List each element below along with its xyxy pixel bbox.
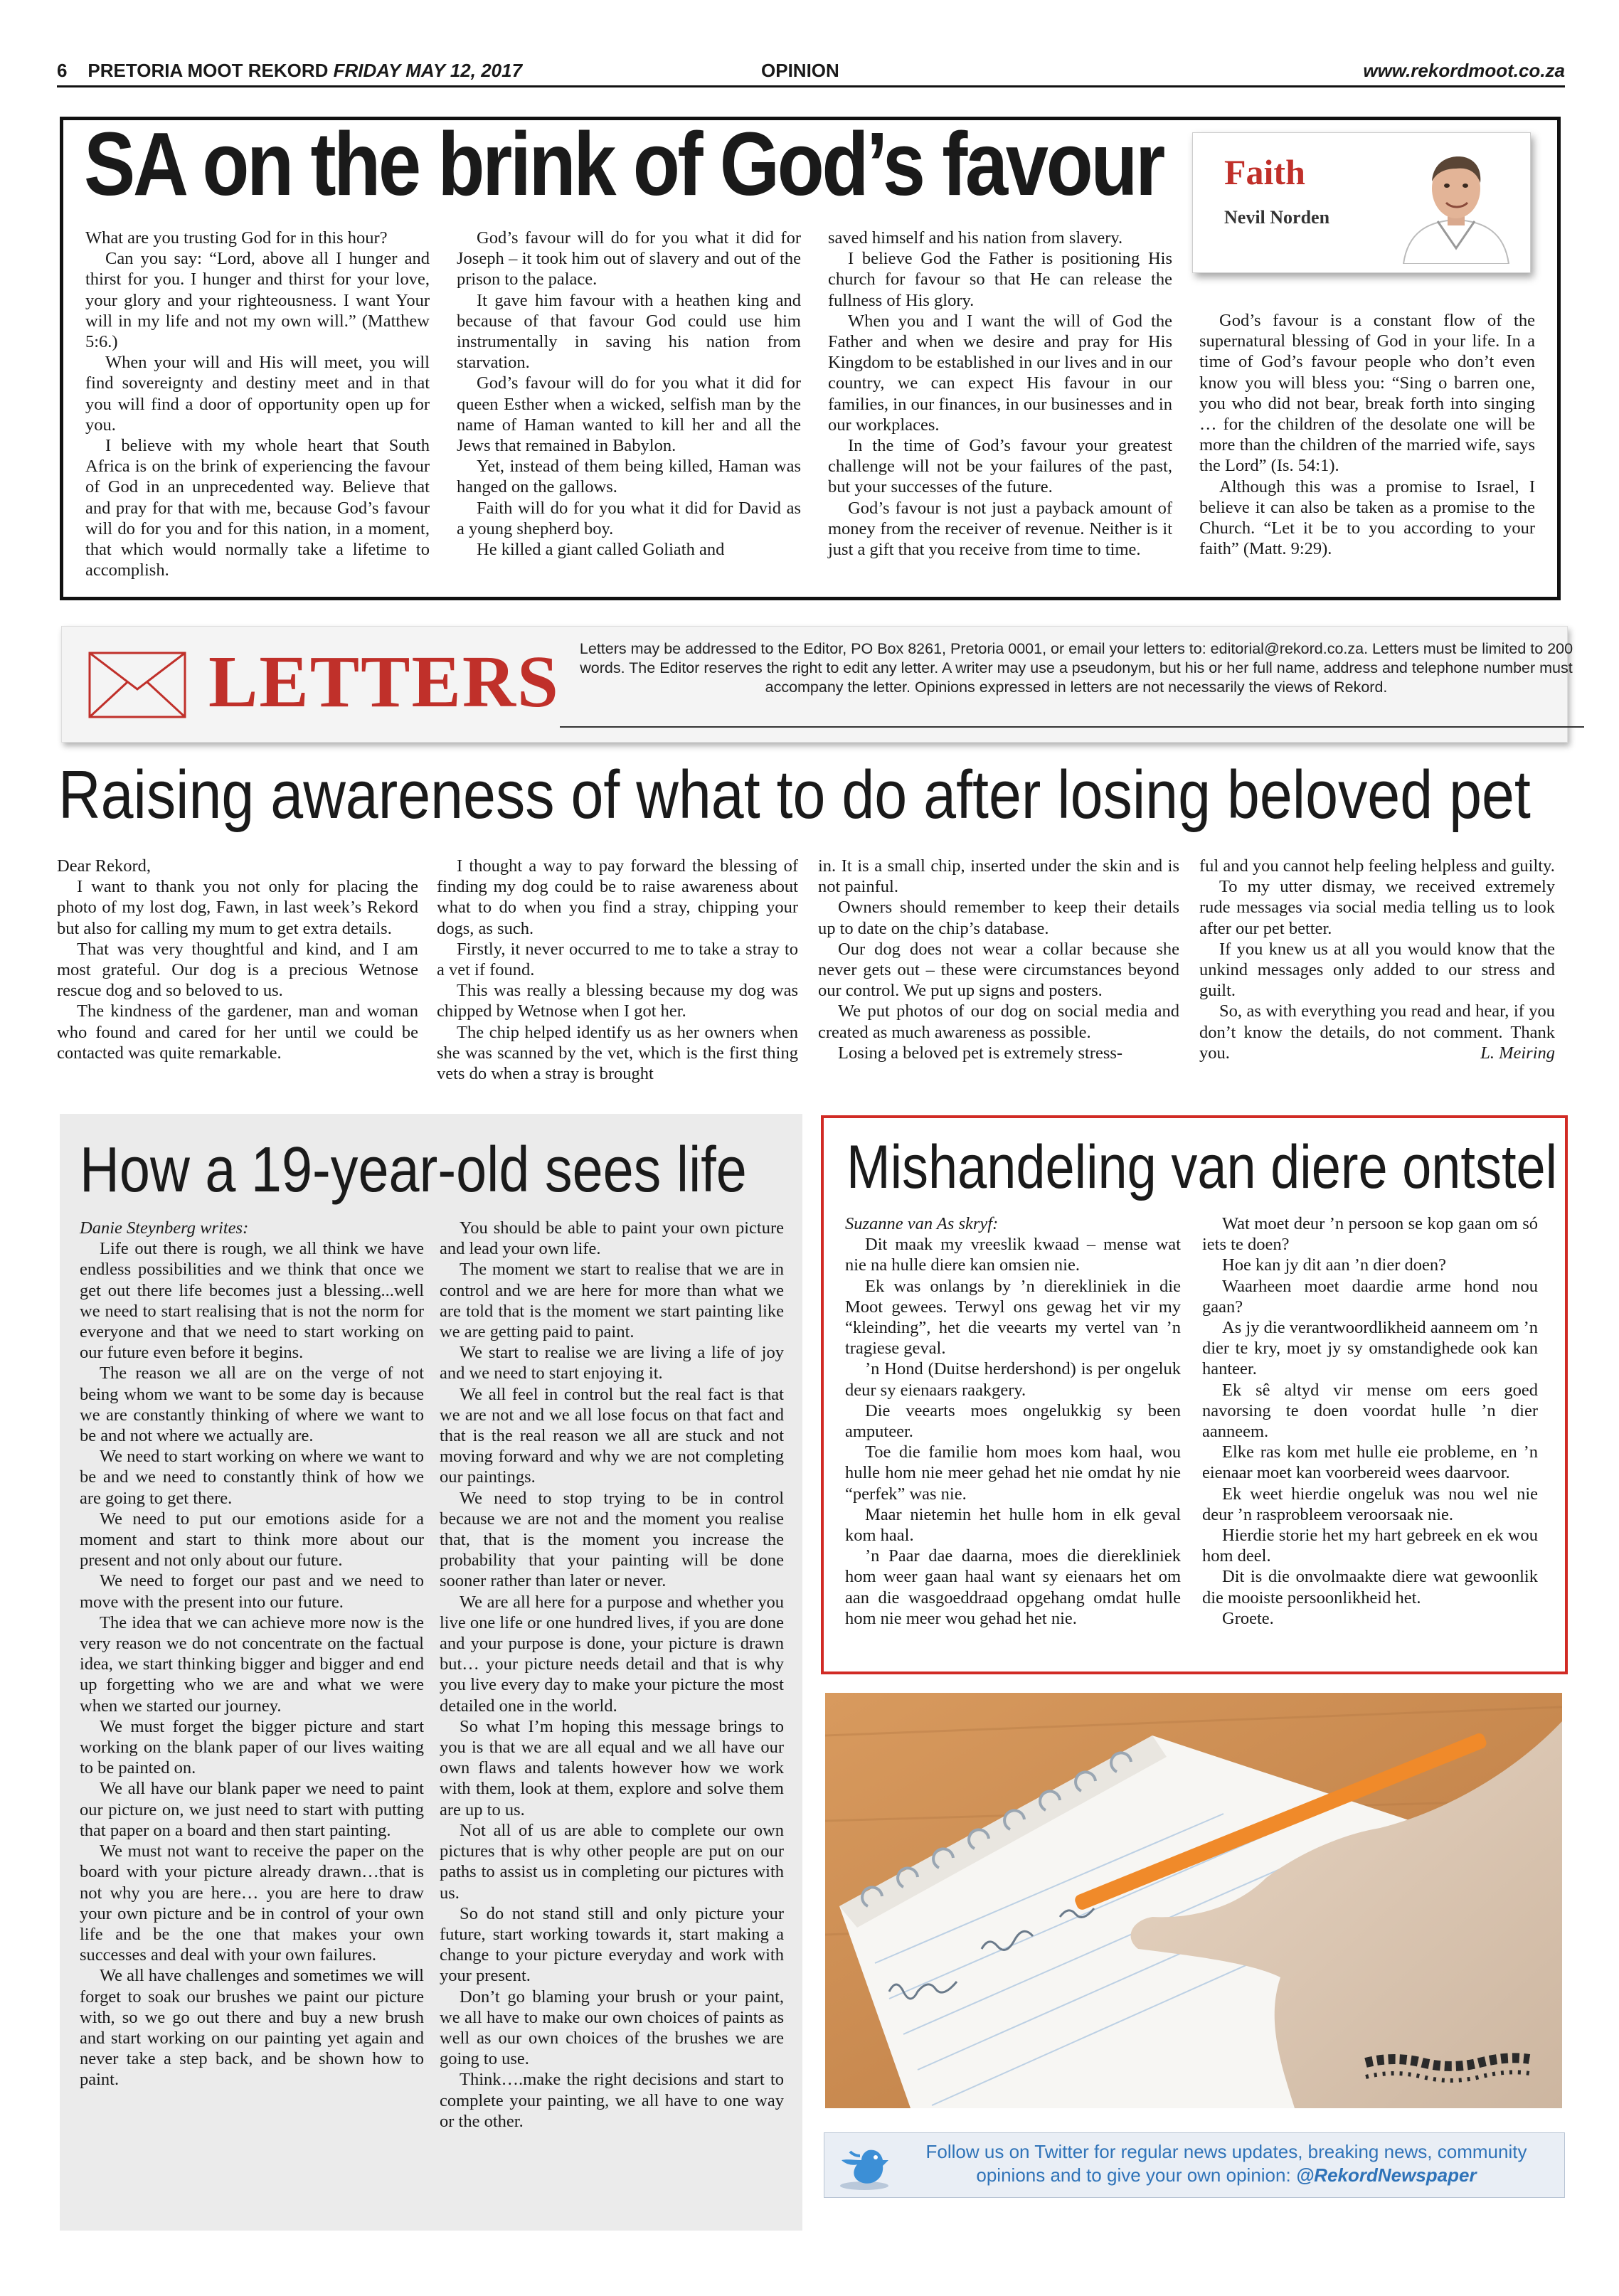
paragraph: We need to forget our past and we need to move with the present into our future. [80,1571,424,1612]
paragraph: We start to realise we are living a life of joy and we need to start enjoying it. [440,1343,784,1383]
paragraph: Groete. [1222,1608,1274,1628]
letters-submission-info: Letters may be addressed to the Editor, PO Box 8261, Pretoria 0001, or email your letters to: editorial@rekord.co.za. Letters must be limited to 200 words. The Editor reserves the right to edit any letter. A writer may use a pseudonym, but his or her full name, address and telephone number must accompany the letter. Opinions expressed in letters are not necessarily the views of Rekord. [579,640,1573,696]
issue-date: FRIDAY MAY 12, 2017 [333,60,523,81]
paragraph: So what I’m hoping this message brings to you is that we are all equal and we all have our own flaws and talents however how we work with them, look at them, explore and solve them are up to us. [440,1716,784,1819]
nineteen-col-2 [440,1218,784,2132]
paragraph: Not all of us are able to complete our own pictures that is why other people are put on our paths to assist us in completing our pictures with us. [440,1820,784,1903]
letters-title: LETTERS [208,641,560,723]
paragraph: in. It is a small chip, inserted under the skin and is not painful. [818,856,1179,897]
nineteen-col-1 [80,1218,424,2090]
paragraph: We all have challenges and sometimes we will forget to soak our brushes we paint our picture with, so we go out there and buy a new brush and start working on our painting yet again and never take a step back, and be shown how to paint. [80,1966,424,2090]
section-name: OPINION [761,60,839,81]
paragraph: Think….make the right decisions and start to complete your painting, we all have to one way or the other. [440,2070,784,2131]
byline: Danie Steynberg writes: [80,1218,249,1238]
paragraph: We must not want to receive the paper on the board with your picture already drawn…that is not why you are here… you are here to draw your own picture and be in control of your own life and be the one that makes your own successes and deal with your own failures. [80,1841,424,1965]
columnist-name: Nevil Norden [1224,207,1330,228]
paragraph: ’n Paar dae daarna, moes die dierekliniek hom weer gaan haal want sy eienaars het om aan die wasgoeddraad opgehang omdat hulle hom nie meer wou gehad het nie. [845,1546,1181,1628]
paragraph: Die veearts moes ongelukkig sy been amputeer. [845,1401,1181,1442]
paragraph: Hoe kan jy dit aan ’n dier doen? [1222,1255,1446,1275]
mishandeling-headline: Mishandeling van diere ontstel [846,1133,1558,1201]
paragraph: Life out there is rough, we all think we have endless possibilities and we think that once we get out there life becomes just a blessing...well we need to start realising that is not the norm for everyone and that we need to start working on our future even before it begins. [80,1239,424,1363]
twitter-handle[interactable]: @RekordNewspaper [1295,2164,1477,2186]
letters-banner [61,626,1573,743]
paragraph: Although this was a promise to Israel, I believe it can also be taken as a promise to the Church. “Let it be to you according to your faith” (Matt. 9:29). [1199,477,1535,559]
letter-signature: L. Meiring [1480,1043,1555,1063]
paragraph: So, as with everything you read and hear, if you don’t know the details, do not comment. Thank you. [1199,1001,1555,1063]
paragraph: Yet, instead of them being killed, Haman was hanged on the gallows. [457,457,801,497]
nineteen-headline: How a 19-year-old sees life [80,1134,747,1206]
paragraph: When your will and His will meet, you will find sovereignty and destiny meet and in that you will find a door of opportunity open up for you. [85,353,430,435]
paragraph: ’n Hond (Duitse herdershond) is per ongeluk deur sy eienaars raakgery. [845,1359,1181,1400]
masthead-left [57,60,522,82]
envelope-icon [87,651,187,719]
mishandeling-col-2 [1202,1213,1538,1629]
paragraph: God’s favour will do for you what it did for queen Esther when a wicked, selfish man by the name of Haman wanted to kill her and all the Jews that remained in Babylon. [457,373,801,456]
paragraph: Firstly, it never occurred to me to take a stray to a vet if found. [437,939,798,980]
letters-rule [560,726,1584,728]
paragraph: If you knew us at all you would know that the unkind messages only added to our stress and guilt. [1199,939,1555,1001]
paragraph: I believe God the Father is positioning His church for favour so that He can release the fullness of His glory. [828,249,1172,310]
pet-col-4 [1199,856,1555,1063]
paragraph: We put photos of our dog on social media and created as much awareness as possible. [818,1001,1179,1042]
paragraph: You should be able to paint your own picture and lead your own life. [440,1218,784,1259]
paragraph: Faith will do for you what it did for David as a young shepherd boy. [457,498,801,538]
paragraph: As jy die verantwoordlikheid aanneem om ’n dier te kry, moet jy sy omstandighede ook kan hanteer. [1202,1318,1538,1379]
pet-letter-headline: Raising awareness of what to do after losing beloved pet [58,757,1531,833]
twitter-line-2: opinions and to give your own opinion: [976,2164,1291,2186]
paragraph: God’s favour is a constant flow of the supernatural blessing of God in your life. In a time of God’s favour people who don’t even know you will bless you: “Sing o barren one, you who did not bear, break forth into singing … for the children of the desolate one will be more than the children of the married wife, says the Lord” (Is. 54:1). [1199,311,1535,476]
faith-col-3 [828,228,1172,560]
faith-col-4 [1199,310,1535,559]
paragraph: We need to stop trying to be in control because we are not and the moment you realise that, that is the moment you increase the probability that your painting will be done sooner rather than later or never. [440,1488,784,1591]
paragraph: The kindness of the gardener, man and woman who found and cared for her until we could be contacted was quite remarkable. [57,1001,418,1063]
paragraph: We must forget the bigger picture and start working on the blank paper of our lives waiting to be painted on. [80,1716,424,1778]
paragraph: The reason we all are on the verge of not being whom we want to be some day is because we are constantly thinking of where we want to be and not where we actually are. [80,1364,424,1446]
masthead [57,60,1565,85]
paragraph: Ek weet hierdie ongeluk was nou wel nie deur ’n rasprobleem veroorsaak nie. [1202,1484,1538,1524]
paragraph: The moment we start to realise that we are in control and we are here for more than what we are told that is the moment we start painting like we are getting paid to paint. [440,1260,784,1342]
paragraph: We need to start working on where we want to be and we need to constantly think of how we are going to get there. [80,1447,424,1508]
faith-col-2 [457,228,801,560]
paragraph: Wat moet deur ’n persoon se kop gaan om só iets te doen? [1202,1214,1538,1255]
paragraph: I thought a way to pay forward the blessing of finding my dog could be to raise awareness about what to do when you find a stray, chipping your dogs, as such. [437,856,798,938]
paragraph: We all feel in control but the real fact is that we are not and we all lose focus on that fact and that is the real reason we all are stuck and not moving forward and why we are not completing our paintings. [440,1384,784,1487]
column-name: Faith [1224,152,1305,192]
paragraph: Ek was onlangs by ’n dierekliniek in die Moot gewees. Terwyl ons gewag het vir my “kleinding”, het die veearts my vertel van ’n tragiese geval. [845,1276,1181,1359]
masthead-rule [57,85,1565,87]
paragraph: He killed a giant called Goliath and [477,540,725,560]
twitter-line-1: Follow us on Twitter for regular news updates, breaking news, community [925,2141,1527,2162]
byline: Suzanne van As skryf: [845,1214,999,1233]
paragraph: We need to put our emotions aside for a moment and start to think more about our present and not only about our future. [80,1509,424,1570]
writing-hand-photo [825,1693,1562,2108]
paragraph: Ek sê altyd vir mense om eers goed navorsing te doen voordat hulle ’n dier aanneem. [1202,1380,1538,1442]
page-number: 6 [57,60,68,81]
paragraph: saved himself and his nation from slavery. [828,228,1123,248]
paragraph: Maar nietemin het hulle hom in elk geval kom haal. [845,1504,1181,1546]
pet-col-3 [818,856,1179,1063]
paragraph: Don’t go blaming your brush or your paint, we all have to make our own choices of paints as well as our own choices of the brushes we are going to use. [440,1987,784,2069]
paragraph: When you and I want the will of God the Father and when we desire and pray for His Kingdom to be established in our lives and in our country, we can expect His favour in our families, in our finances, in our businesses and in our workplaces. [828,311,1172,435]
paragraph: Dit is die onvolmaakte diere wat gewoonlik die mooiste persoonlikheid het. [1202,1567,1538,1607]
paragraph: Toe die familie hom moes kom haal, wou hulle hom nie meer gehad het nie omdat hy nie “perfek” was nie. [845,1442,1181,1504]
pet-col-2 [437,856,798,1084]
twitter-message [903,2140,1550,2187]
paragraph: In the time of God’s favour your greatest challenge will not be your failures of the past, but your successes of the future. [828,436,1172,497]
paragraph: Dit maak my vreeslik kwaad – mense wat nie na hulle diere kan omsien nie. [845,1235,1181,1275]
paragraph: We are all here for a purpose and whether you live one life or one hundred lives, if you are done and your purpose is done, your picture is drawn but… your picture needs detail and that is why you live every day to make your picture the most detailed one in the world. [440,1592,784,1716]
pet-col-1 [57,856,418,1063]
paragraph: What are you trusting God for in this hour? [85,228,388,248]
paragraph: To my utter dismay, we received extremely rude messages via social media telling us to look after our pet better. [1199,877,1555,938]
website-link[interactable]: www.rekordmoot.co.za [1363,60,1565,81]
paragraph: Our dog does not wear a collar because she never gets out – these were circumstances beyond our control. We put up signs and posters. [818,939,1179,1001]
paragraph: ful and you cannot help feeling helpless and guilty. [1199,856,1555,876]
paragraph: We all have our blank paper we need to paint our picture on, we just need to start with putting that paper on a board and then start painting. [80,1779,424,1840]
paragraph: The chip helped identify us as her owners when she was scanned by the vet, which is the first thing vets do when a stray is brought [437,1022,798,1084]
paragraph: So do not stand still and only picture your future, start working towards it, start making a change to your picture everyday and work with your present. [440,1903,784,1986]
paragraph: Waarheen moet daardie arme hond nou gaan? [1202,1276,1538,1317]
paragraph: Can you say: “Lord, above all I hunger and thirst for you. I hunger and thirst for your love, your glory and your righteousness. I want Your will in my life and not my own will.” (Matthew 5:6.) [85,249,430,352]
twitter-bird-icon [836,2139,893,2191]
paragraph: God’s favour is not just a payback amount of money from the receiver of revenue. Neither is it just a gift that you receive from time to time. [828,498,1172,560]
faith-columnist-tag [1192,132,1531,273]
paragraph: That was very thoughtful and kind, and I am most grateful. Our dog is a precious Wetnose rescue dog and so beloved to us. [57,939,418,1001]
twitter-follow-box [824,2132,1565,2198]
paragraph: It gave him favour with a heathen king and because of that favour God could use him instrumentally in saving his nation from starvation. [457,290,801,373]
publication-name: PRETORIA MOOT REKORD [87,60,329,81]
paragraph: Owners should remember to keep their details up to date on the chip’s database. [818,898,1179,938]
paragraph: Elke ras kom met hulle eie probleme, en ’n eienaar moet kan voorbereid wees daarvoor. [1202,1442,1538,1483]
paragraph: I believe with my whole heart that South Africa is on the brink of experiencing the favour of God in an unprecedented way. Believe that and pray for that with me, because God’s favour will do for you and for this nation, in a moment, that which would normally take a lifetime to accomplish. [85,436,430,580]
paragraph: Hierdie storie het my hart gebreek en ek wou hom deel. [1202,1526,1538,1566]
faith-headline: SA on the brink of God’s favour [84,114,1163,214]
paragraph: Losing a beloved pet is extremely stress- [838,1043,1123,1063]
mishandeling-col-1 [845,1213,1181,1629]
paragraph: This was really a blessing because my dog was chipped by Wetnose when I got her. [437,981,798,1021]
paragraph: God’s favour will do for you what it did for Joseph – it took him out of slavery and out of the prison to the palace. [457,228,801,289]
faith-col-1 [85,228,430,580]
paragraph: I want to thank you not only for placing the photo of my lost dog, Fawn, in last week’s Rekord but also for calling my mum to get extra details. [57,877,418,938]
columnist-portrait [1394,142,1519,264]
paragraph: The idea that we can achieve more now is the very reason we do not concentrate on the factual idea, we start thinking bigger and bigger and end up forgetting who we are and what we were when we started our journey. [80,1612,424,1716]
salutation: Dear Rekord, [57,856,151,876]
